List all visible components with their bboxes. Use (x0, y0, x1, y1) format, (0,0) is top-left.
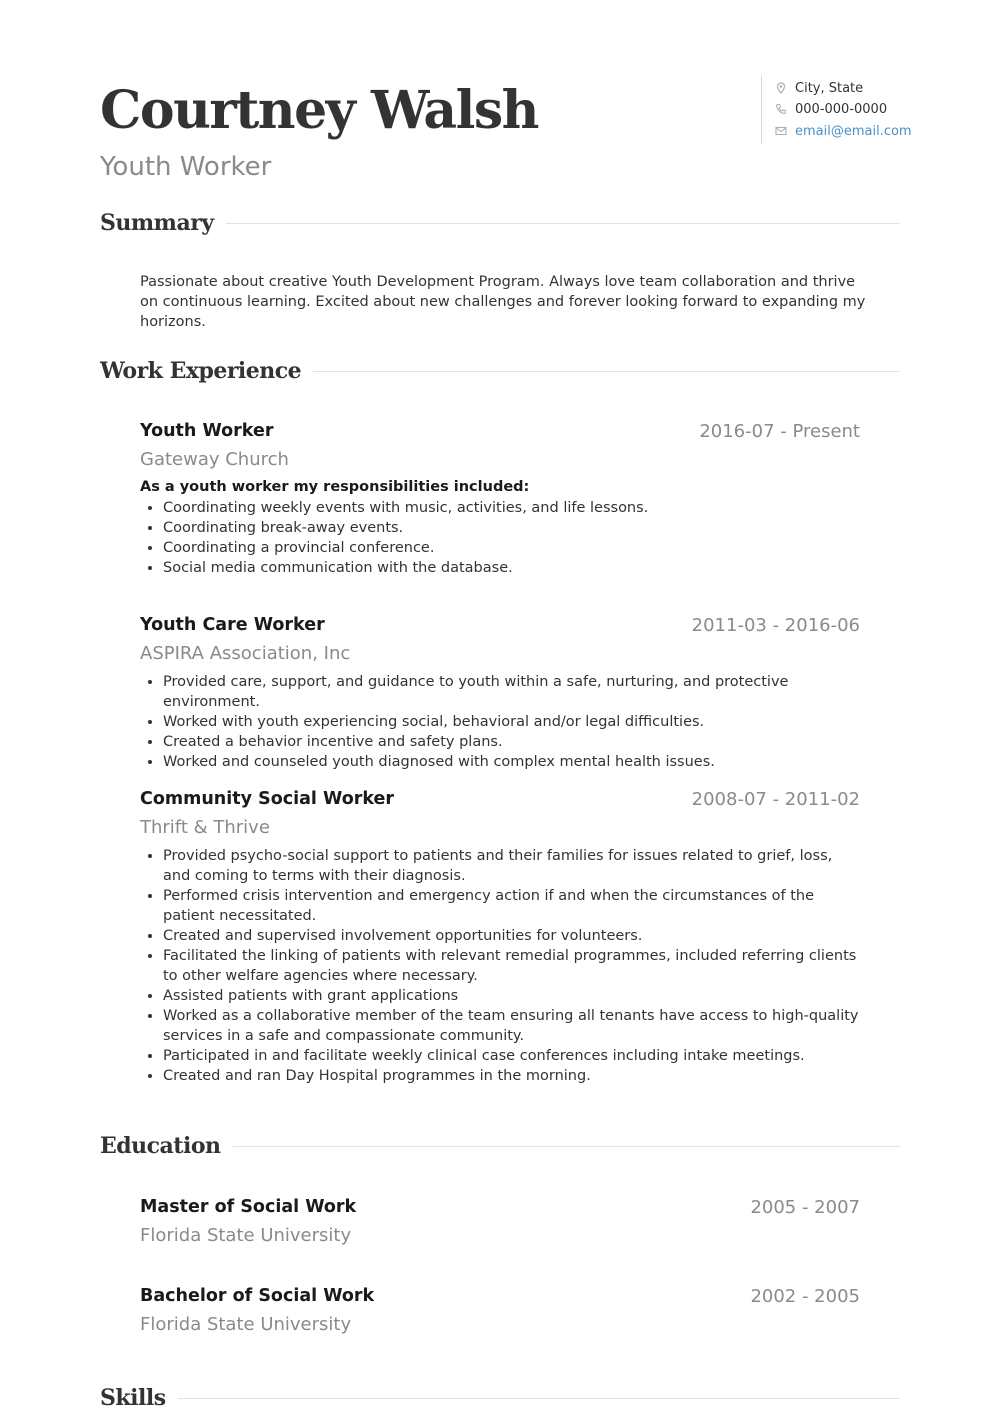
bullet-item: • Created and supervised involvement opportunities for volunteers. (163, 926, 860, 946)
job-dates: 2008-07 - 2011-02 (691, 789, 860, 810)
job-dates: 2016-07 - Present (699, 421, 860, 442)
phone-icon (775, 103, 787, 115)
job-title: Youth Worker (140, 421, 274, 441)
job-dates: 2011-03 - 2016-06 (691, 615, 860, 636)
degree-title: Bachelor of Social Work (140, 1286, 375, 1306)
education-dates: 2005 - 2007 (750, 1197, 860, 1218)
work-section-header (100, 355, 900, 387)
education-section-header (100, 1130, 900, 1162)
contact-block (761, 76, 912, 144)
candidate-role: Youth Worker (100, 152, 272, 182)
email-link[interactable]: email@email.com (795, 123, 912, 139)
bullet-item: • Worked and counseled youth diagnosed with complex mental health issues. (163, 752, 860, 772)
contact-location (775, 78, 863, 98)
job-organization: Gateway Church (140, 449, 289, 470)
school-name: Florida State University (140, 1314, 352, 1335)
job-organization: ASPIRA Association, Inc (140, 643, 351, 664)
summary-text: Passionate about creative Youth Development Program. Always love team collaboration and thrive on continuous learning. Excited about new challenges and forever looking forward to expanding my horizons. (140, 274, 866, 330)
bullet-item: • Social media communication with the database. (163, 558, 860, 578)
section-divider (100, 1398, 900, 1399)
bullet-item: • Facilitated the linking of patients with relevant remedial programmes, included referring clients to other welfare agencies where necessary. (163, 946, 860, 986)
bullet-item: • Performed crisis intervention and emergency action if and when the circumstances of the patient necessitated. (163, 886, 860, 926)
bullet-item: • Provided care, support, and guidance to youth within a safe, nurturing, and protective environment. (163, 672, 860, 712)
envelope-icon (775, 125, 787, 137)
phone-text: 000-000-0000 (795, 101, 888, 117)
job-bullets (140, 846, 860, 1086)
contact-phone (775, 99, 887, 119)
skills-section-header (100, 1382, 900, 1414)
bullet-item: • Coordinating a provincial conference. (163, 538, 860, 558)
job-intro: As a youth worker my responsibilities included: (140, 479, 530, 495)
bullet-item: • Participated in and facilitate weekly clinical case conferences including intake meetings. (163, 1046, 860, 1066)
summary-section-header (100, 207, 900, 239)
job-bullets (140, 498, 860, 578)
work-heading: Work Experience (100, 355, 313, 387)
bullet-item: • Provided psycho-social support to patients and their families for issues related to grief, loss, and coming to terms with their diagnosis. (163, 846, 860, 886)
education-heading: Education (100, 1130, 233, 1162)
job-title: Youth Care Worker (140, 615, 325, 635)
candidate-name: Courtney Walsh (100, 80, 538, 141)
bullet-item: • Assisted patients with grant applications (163, 986, 860, 1006)
contact-email[interactable] (775, 121, 912, 141)
location-pin-icon (775, 82, 787, 94)
bullet-item: • Coordinating weekly events with music, activities, and life lessons. (163, 498, 860, 518)
education-dates: 2002 - 2005 (750, 1286, 860, 1307)
degree-title: Master of Social Work (140, 1197, 357, 1217)
job-organization: Thrift & Thrive (140, 817, 270, 838)
job-title: Community Social Worker (140, 789, 395, 809)
bullet-item: • Worked as a collaborative member of the team ensuring all tenants have access to high-quality services in a safe and compassionate community. (163, 1006, 860, 1046)
bullet-item: • Created a behavior incentive and safety plans. (163, 732, 860, 752)
job-bullets (140, 672, 860, 772)
location-text: City, State (795, 80, 864, 96)
bullet-item: • Created and ran Day Hospital programmes in the morning. (163, 1066, 860, 1086)
school-name: Florida State University (140, 1225, 352, 1246)
summary-heading: Summary (100, 207, 226, 239)
skills-heading: Skills (100, 1382, 178, 1414)
bullet-item: • Worked with youth experiencing social, behavioral and/or legal difficulties. (163, 712, 860, 732)
bullet-item: • Coordinating break-away events. (163, 518, 860, 538)
